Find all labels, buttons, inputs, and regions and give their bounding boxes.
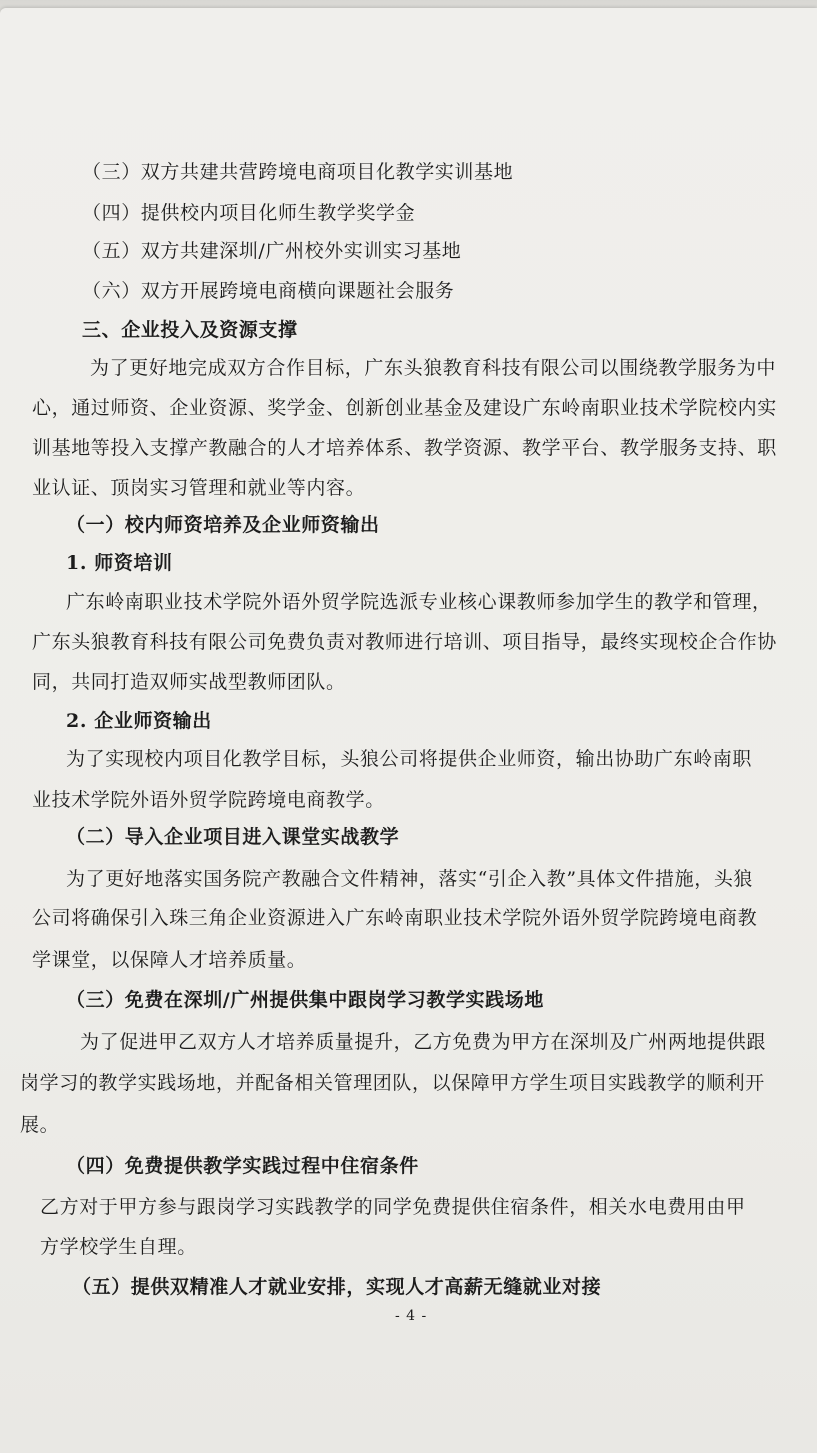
paragraph-line: 公司将确保引入珠三角企业资源进入广东岭南职业技术学院外语外贸学院跨境电商教: [32, 907, 758, 929]
paragraph-line: 业技术学院外语外贸学院跨境电商教学。: [32, 789, 385, 811]
paragraph-line: 同，共同打造双师实战型教师团队。: [32, 671, 346, 693]
paragraph-line: 为了更好地完成双方合作目标，广东头狼教育科技有限公司以围绕教学服务为中: [90, 357, 777, 379]
list-item-4: （四）提供校内项目化师生教学奖学金: [82, 202, 416, 224]
paragraph-line: 为了实现校内项目化教学目标，头狼公司将提供企业师资，输出协助广东岭南职: [66, 748, 753, 770]
paragraph-line: 心，通过师资、企业资源、奖学金、创新创业基金及建设广东岭南职业技术学院校内实: [32, 397, 777, 419]
item-heading-1: 1. 师资培训: [66, 552, 173, 574]
paragraph-line: 岗学习的教学实践场地，并配备相关管理团队，以保障甲方学生项目实践教学的顺利开: [20, 1072, 765, 1094]
subheading-4: （四）免费提供教学实践过程中住宿条件: [66, 1155, 419, 1177]
paragraph-line: 训基地等投入支撑产教融合的人才培养体系、教学资源、教学平台、教学服务支持、职: [32, 437, 777, 459]
list-item-5: （五）双方共建深圳/广州校外实训实习基地: [82, 240, 462, 262]
paragraph-line: 业认证、顶岗实习管理和就业等内容。: [32, 477, 366, 499]
subheading-2: （二）导入企业项目进入课堂实战教学: [66, 826, 400, 848]
page-number: - 4 -: [395, 1308, 428, 1324]
list-item-6: （六）双方开展跨境电商横向课题社会服务: [82, 280, 455, 302]
paragraph-line: 为了更好地落实国务院产教融合文件精神，落实“引企入教”具体文件措施，头狼: [66, 868, 754, 890]
subheading-3: （三）免费在深圳/广州提供集中跟岗学习教学实践场地: [66, 989, 544, 1011]
paragraph-line: 学课堂，以保障人才培养质量。: [32, 949, 307, 971]
section-heading-3: 三、企业投入及资源支撑: [82, 319, 298, 341]
list-item-3: （三）双方共建共营跨境电商项目化教学实训基地: [82, 161, 514, 183]
paragraph-line: 广东岭南职业技术学院外语外贸学院选派专业核心课教师参加学生的教学和管理，: [66, 591, 772, 613]
subheading-5: （五）提供双精准人才就业安排，实现人才高薪无缝就业对接: [72, 1276, 602, 1298]
subheading-1: （一）校内师资培养及企业师资输出: [66, 514, 380, 536]
item-heading-2: 2. 企业师资输出: [66, 710, 212, 732]
paragraph-line: 乙方对于甲方参与跟岗学习实践教学的同学免费提供住宿条件，相关水电费用由甲: [40, 1196, 746, 1218]
paragraph-line: 为了促进甲乙双方人才培养质量提升，乙方免费为甲方在深圳及广州两地提供跟: [80, 1031, 767, 1053]
paragraph-line: 展。: [20, 1114, 60, 1136]
paragraph-line: 广东头狼教育科技有限公司免费负责对教师进行培训、项目指导，最终实现校企合作协: [32, 631, 777, 653]
paragraph-line: 方学校学生自理。: [40, 1236, 197, 1258]
